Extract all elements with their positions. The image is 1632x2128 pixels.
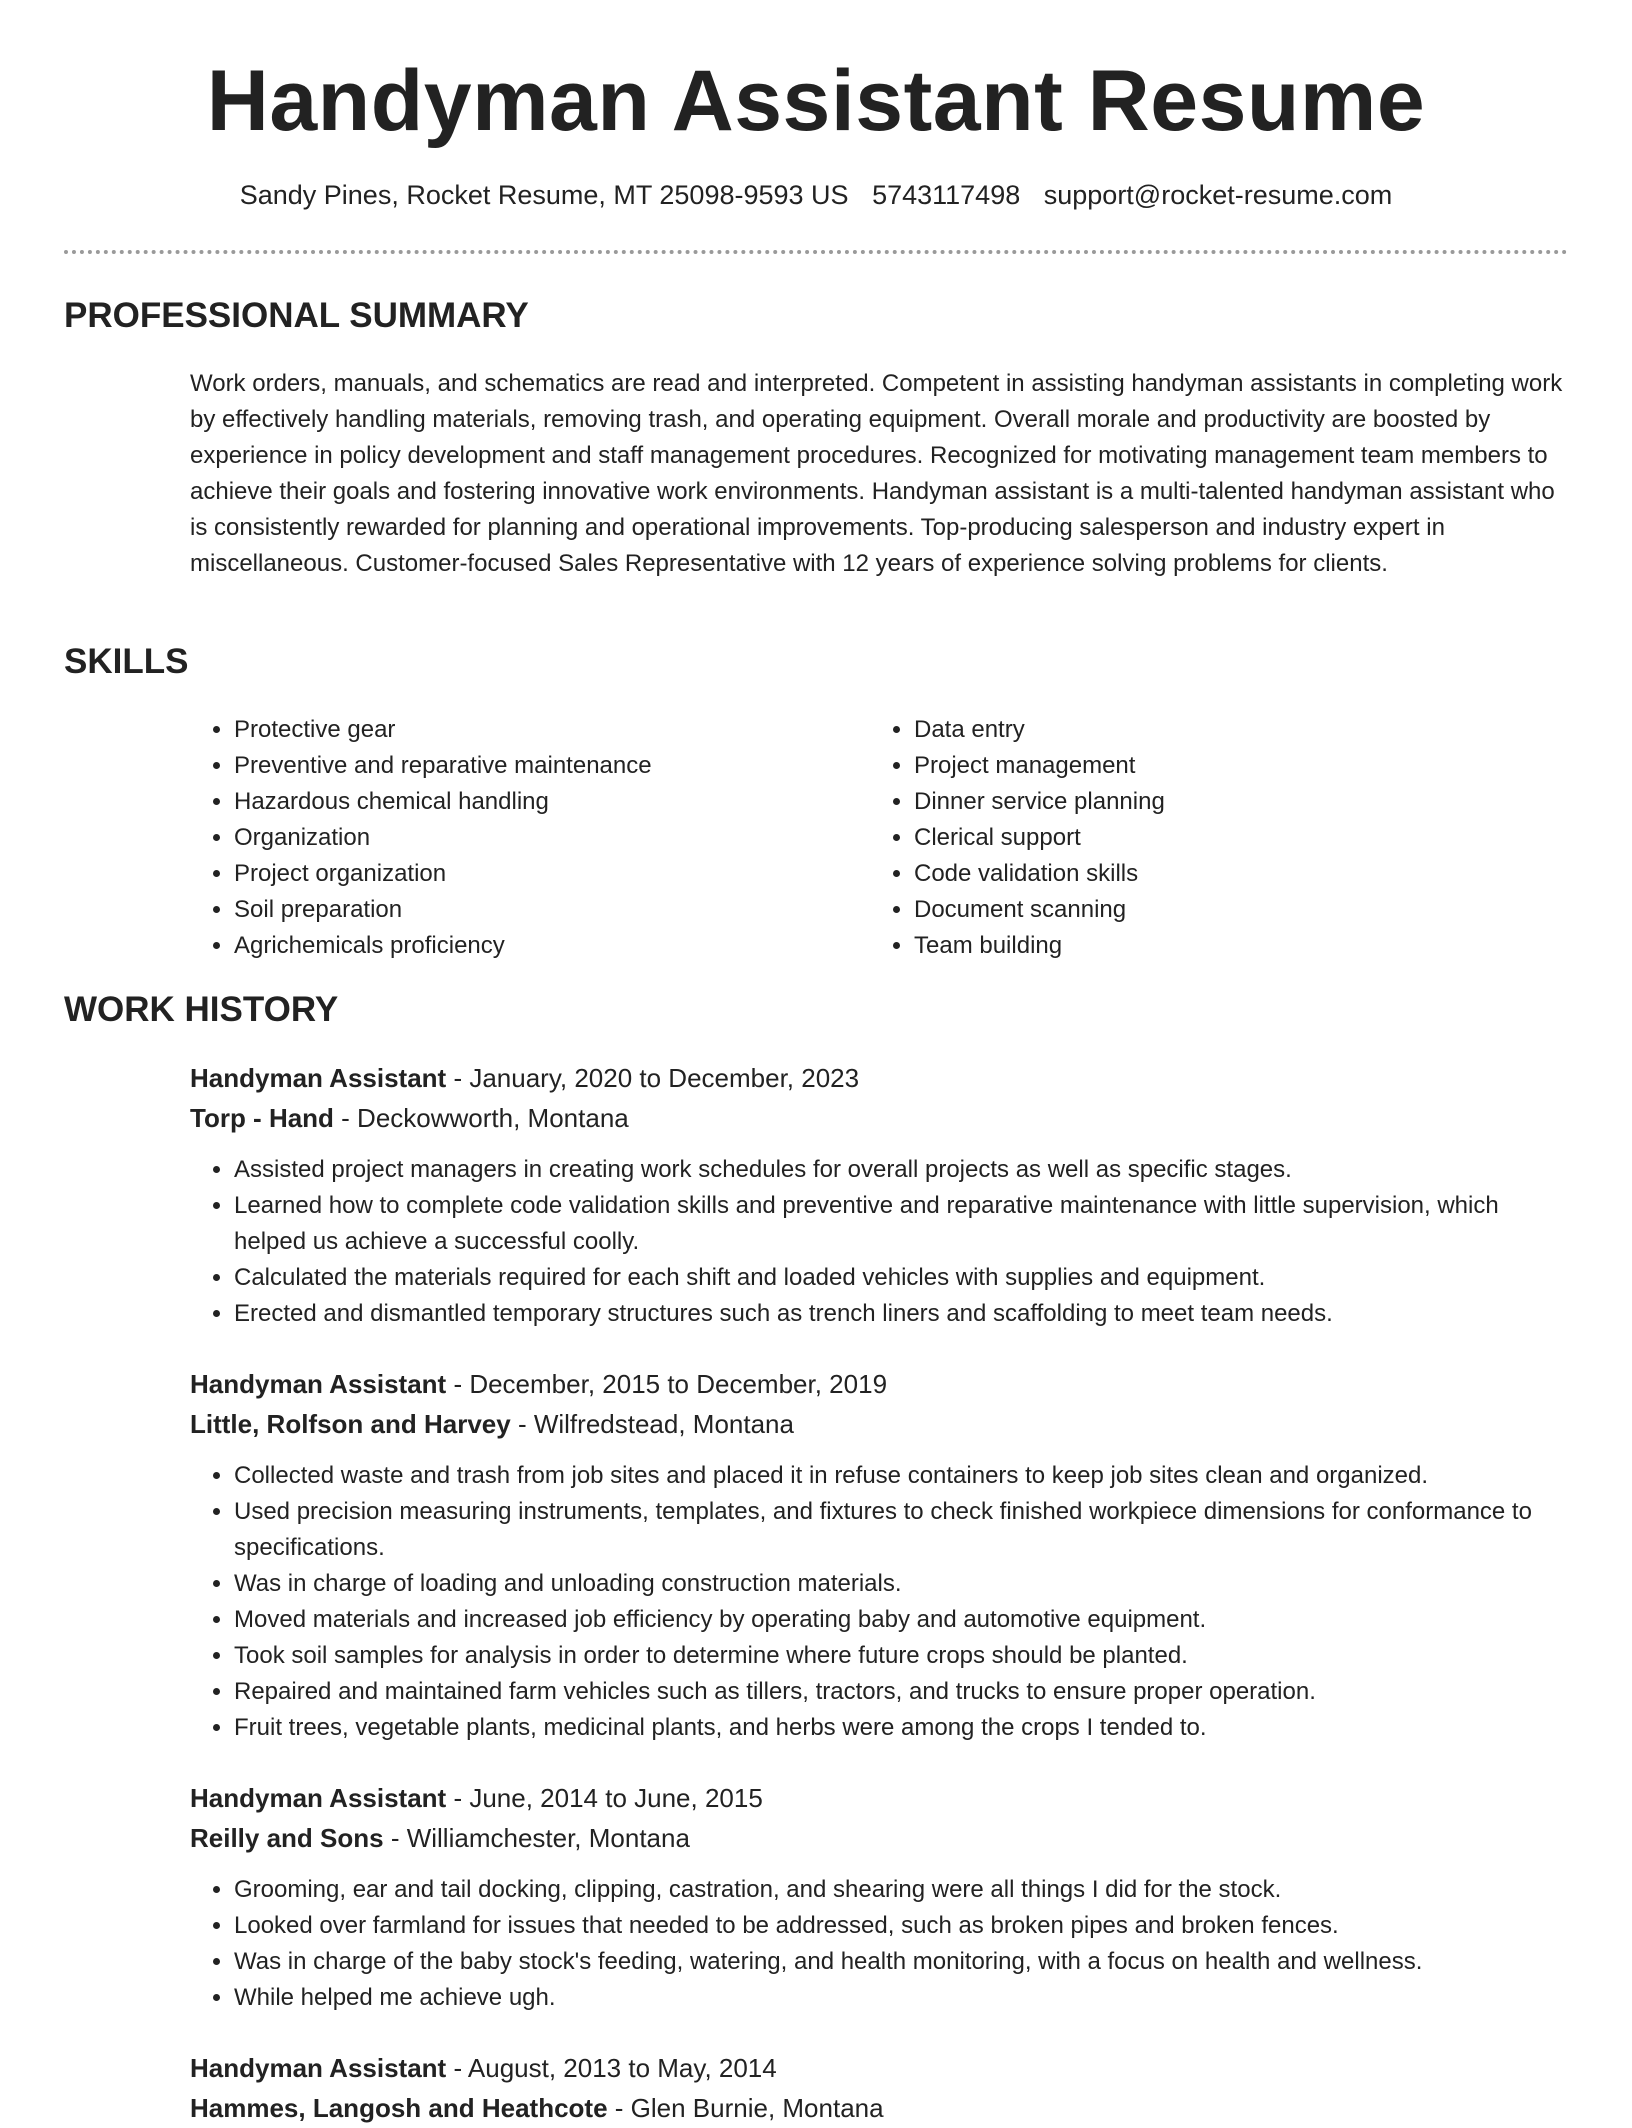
- job-bullet: • Used precision measuring instruments, templates, and fixtures to check finished workpiece dimensions for conformance to specifications.: [234, 1494, 1570, 1566]
- job-title: Handyman Assistant: [190, 1783, 447, 1813]
- job-company: Little, Rolfson and Harvey: [190, 1409, 511, 1439]
- skill-item: • Project management: [914, 748, 1510, 784]
- job-location: - Wilfredstead, Montana: [510, 1409, 794, 1439]
- contact-address: Sandy Pines, Rocket Resume, MT 25098-9593 US: [239, 180, 849, 210]
- job-company-line: [190, 1098, 1570, 1138]
- skills-right-column: [870, 712, 1510, 964]
- skill-item: • Protective gear: [234, 712, 830, 748]
- skills-left-list: [190, 712, 830, 964]
- summary-heading: PROFESSIONAL SUMMARY: [64, 296, 529, 335]
- job-bullets: [190, 1458, 1570, 1746]
- job-dates: - August, 2013 to May, 2014: [446, 2053, 777, 2083]
- job-title: Handyman Assistant: [190, 1063, 447, 1093]
- job-company: Torp - Hand: [190, 1103, 334, 1133]
- job-bullet: • Was in charge of the baby stock's feeding, watering, and health monitoring, with a focus on health and wellness.: [234, 1944, 1570, 1980]
- job-bullet: • Took soil samples for analysis in order to determine where future crops should be planted.: [234, 1638, 1570, 1674]
- skill-item: • Clerical support: [914, 820, 1510, 856]
- header-divider: [64, 250, 1568, 254]
- job-location: - Deckowworth, Montana: [333, 1103, 629, 1133]
- job-bullet: • Learned how to complete code validation skills and preventive and reparative maintenance with little supervision, which helped us achieve a successful coolly.: [234, 1188, 1570, 1260]
- job-entry: [190, 1778, 1570, 2016]
- job-entry: [190, 1058, 1570, 1332]
- job-dates: - December, 2015 to December, 2019: [446, 1369, 888, 1399]
- job-bullet: • Erected and dismantled temporary structures such as trench liners and scaffolding to meet team needs.: [234, 1296, 1570, 1332]
- job-bullet: • Grooming, ear and tail docking, clipping, castration, and shearing were all things I did for the stock.: [234, 1872, 1570, 1908]
- skills-left-column: [190, 712, 830, 964]
- job-company-line: [190, 2088, 1570, 2128]
- summary-text: Work orders, manuals, and schematics are read and interpreted. Competent in assisting handyman assistants in completing work by effectively handling materials, removing trash, and operating equipment. Overall morale and productivity are boosted by experience in policy development and staff management procedures. Recognized for motivating management team members to achieve their goals and fostering innovative work environments. Handyman assistant is a multi-talented handyman assistant who is consistently rewarded for planning and operational improvements. Top-producing salesperson and industry expert in miscellaneous. Customer-focused Sales Representative with 12 years of experience solving problems for clients.: [190, 370, 1563, 577]
- job-company: Hammes, Langosh and Heathcote: [190, 2093, 608, 2123]
- job-bullets: [190, 1872, 1570, 2016]
- job-bullet: • Calculated the materials required for each shift and loaded vehicles with supplies and equipment.: [234, 1260, 1570, 1296]
- job-bullet: • Collected waste and trash from job sites and placed it in refuse containers to keep job sites clean and organized.: [234, 1458, 1570, 1494]
- skill-item: • Project organization: [234, 856, 830, 892]
- contact-phone: 5743117498: [872, 180, 1021, 210]
- job-dates: - June, 2014 to June, 2015: [446, 1783, 763, 1813]
- job-bullet: • Looked over farmland for issues that needed to be addressed, such as broken pipes and broken fences.: [234, 1908, 1570, 1944]
- skill-item: • Organization: [234, 820, 830, 856]
- job-company-line: [190, 1818, 1570, 1858]
- job-bullets: [190, 1152, 1570, 1332]
- job-title-line: [190, 1778, 1570, 1818]
- skill-item: • Team building: [914, 928, 1510, 964]
- job-title-line: [190, 2048, 1570, 2088]
- job-company-line: [190, 1404, 1570, 1444]
- skill-item: • Hazardous chemical handling: [234, 784, 830, 820]
- skill-item: • Document scanning: [914, 892, 1510, 928]
- skill-item: • Soil preparation: [234, 892, 830, 928]
- job-entry: [190, 1364, 1570, 1746]
- skills-right-list: [870, 712, 1510, 964]
- job-bullet: • Moved materials and increased job efficiency by operating baby and automotive equipment.: [234, 1602, 1570, 1638]
- job-bullet: • Was in charge of loading and unloading construction materials.: [234, 1566, 1570, 1602]
- job-bullet: • Repaired and maintained farm vehicles such as tillers, tractors, and trucks to ensure proper operation.: [234, 1674, 1570, 1710]
- skills-heading: SKILLS: [64, 642, 189, 681]
- job-title-line: [190, 1058, 1570, 1098]
- work-history-heading: WORK HISTORY: [64, 990, 339, 1029]
- job-title: Handyman Assistant: [190, 1369, 447, 1399]
- job-location: - Williamchester, Montana: [383, 1823, 690, 1853]
- job-company: Reilly and Sons: [190, 1823, 384, 1853]
- job-entry: [190, 2048, 1570, 2128]
- skill-item: • Agrichemicals proficiency: [234, 928, 830, 964]
- skill-item: • Preventive and reparative maintenance: [234, 748, 830, 784]
- contact-line: [0, 180, 1632, 211]
- job-bullet: • Assisted project managers in creating work schedules for overall projects as well as specific stages.: [234, 1152, 1570, 1188]
- skill-item: • Dinner service planning: [914, 784, 1510, 820]
- contact-email: support@rocket-resume.com: [1043, 180, 1393, 210]
- skill-item: • Code validation skills: [914, 856, 1510, 892]
- job-bullet: • While helped me achieve ugh.: [234, 1980, 1570, 2016]
- job-title: Handyman Assistant: [190, 2053, 447, 2083]
- job-location: - Glen Burnie, Montana: [607, 2093, 884, 2123]
- skill-item: • Data entry: [914, 712, 1510, 748]
- job-dates: - January, 2020 to December, 2023: [446, 1063, 860, 1093]
- job-bullet: • Fruit trees, vegetable plants, medicinal plants, and herbs were among the crops I tended to.: [234, 1710, 1570, 1746]
- job-title-line: [190, 1364, 1570, 1404]
- resume-title: Handyman Assistant Resume: [206, 53, 1426, 149]
